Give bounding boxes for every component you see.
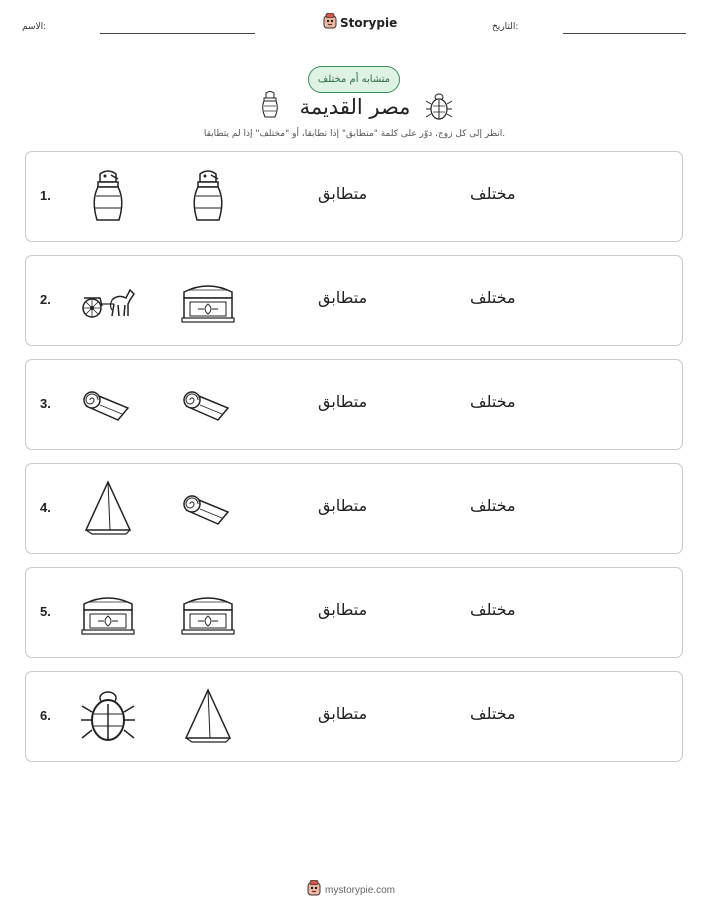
treasure-chest-icon (78, 582, 138, 642)
question-number: 4. (40, 500, 51, 515)
question-row (25, 359, 683, 450)
question-number: 2. (40, 292, 51, 307)
brand-name: Storypie (340, 16, 398, 30)
question-row (25, 255, 683, 346)
question-number: 5. (40, 604, 51, 619)
pyramid-icon (78, 478, 138, 538)
question-number: 6. (40, 708, 51, 723)
pyramid-icon (178, 686, 238, 746)
question-row (25, 151, 683, 242)
question-row (25, 671, 683, 762)
same-option[interactable]: متطابق (318, 496, 368, 515)
date-label: التاريخ: (492, 22, 519, 32)
name-label: الاسم: (22, 22, 47, 32)
name-line[interactable] (100, 33, 255, 34)
same-option[interactable]: متطابق (318, 184, 368, 203)
different-option[interactable]: مختلف (470, 288, 516, 307)
same-option[interactable]: متطابق (318, 704, 368, 723)
canopic-jar-icon (78, 166, 138, 226)
different-option[interactable]: مختلف (470, 600, 516, 619)
question-row (25, 567, 683, 658)
date-line[interactable] (563, 33, 686, 34)
scarab-beetle-icon (78, 686, 138, 746)
question-number: 1. (40, 188, 51, 203)
different-option[interactable]: مختلف (470, 184, 516, 203)
instructions: انظر إلى كل زوج. دوّر على كلمة "متطابق" إذا تطابقا، أو "مختلف" إذا لم يتطابقا. (203, 129, 506, 139)
worksheet-type-badge: متشابه أم مختلف (308, 66, 400, 93)
storypie-mascot-icon (307, 880, 321, 900)
storypie-mascot-icon (323, 13, 337, 33)
question-number: 3. (40, 396, 51, 411)
canopic-jar-icon (178, 166, 238, 226)
same-option[interactable]: متطابق (318, 600, 368, 619)
footer (307, 880, 395, 900)
chariot-icon (78, 270, 138, 330)
different-option[interactable]: مختلف (470, 392, 516, 411)
canopic-jar-icon (257, 90, 283, 120)
page-title: مصر القديمة (299, 95, 411, 119)
scroll-icon (178, 374, 238, 434)
scroll-icon (178, 478, 238, 538)
scroll-icon (78, 374, 138, 434)
different-option[interactable]: مختلف (470, 496, 516, 515)
question-row (25, 463, 683, 554)
scarab-beetle-icon (425, 91, 453, 121)
same-option[interactable]: متطابق (318, 288, 368, 307)
treasure-chest-icon (178, 270, 238, 330)
brand-logo (323, 13, 397, 33)
same-option[interactable]: متطابق (318, 392, 368, 411)
treasure-chest-icon (178, 582, 238, 642)
footer-url[interactable]: mystorypie.com (325, 884, 396, 896)
different-option[interactable]: مختلف (470, 704, 516, 723)
